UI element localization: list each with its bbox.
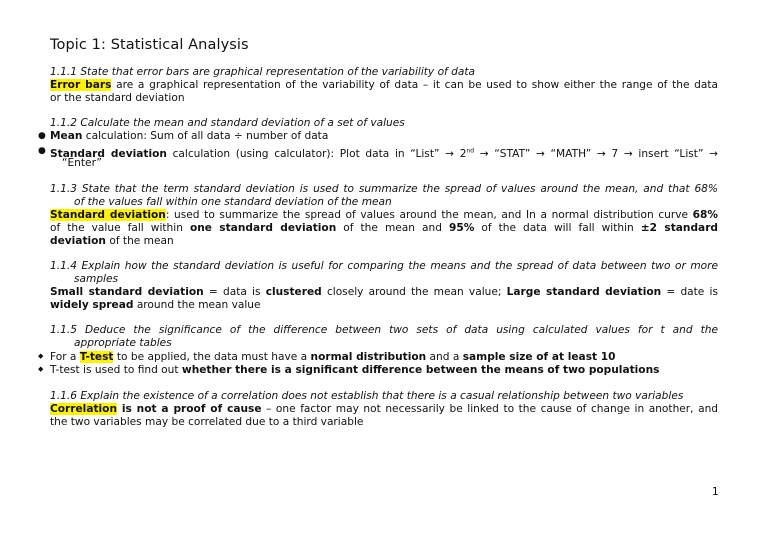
section-heading-1-1-6: 1.1.6 Explain the existence of a correlation does not establish that there is a casual relationship between two variables xyxy=(50,390,684,402)
sd-text: calculation (using calculator): Plot data in “List” → 2 xyxy=(166,147,467,160)
sd-def-text-3: of the mean xyxy=(105,235,174,247)
correlation-term: Correlation xyxy=(50,403,117,415)
normal-distribution-term: normal distribution xyxy=(310,351,427,363)
small-sd-text: = data is xyxy=(203,286,266,298)
large-sd-text: = date is xyxy=(661,286,718,298)
sd-def-two-sd: ±2 standard xyxy=(640,222,718,234)
section-heading-1-1-5: 1.1.5 Deduce the significance of the difference between two sets of data using calculated values for t and the xyxy=(50,324,718,336)
section-heading-1-1-5-cont: appropriate tables xyxy=(74,337,172,349)
correlation-line-1 xyxy=(50,403,718,416)
small-sd-term: Small standard deviation xyxy=(50,286,204,298)
mean-calculation-item xyxy=(50,130,718,143)
sd-definition-line-1 xyxy=(50,209,718,222)
sd-def-term: Standard deviation xyxy=(50,209,166,221)
large-sd-term: Large standard deviation xyxy=(506,286,662,298)
section-heading-1-1-3-cont: of the values fall within one standard deviation of the mean xyxy=(74,196,392,208)
bullet-icon: ● xyxy=(38,146,46,156)
sd-sup: nd xyxy=(466,147,475,154)
clustered-term: clustered xyxy=(265,286,322,298)
sd-def-text-2c: of the mean and xyxy=(336,222,449,234)
page-title: Topic 1: Statistical Analysis xyxy=(50,37,249,53)
t-test-text-e: and a xyxy=(426,351,463,363)
t-test-text-c: to be applied, the data must have a xyxy=(113,351,311,363)
sd-comparison-line-2 xyxy=(50,299,718,312)
bullet-icon: ◆ xyxy=(38,352,44,360)
t-test-term: T-test xyxy=(79,351,114,363)
sd-def-text: : used to summarize the spread of values around the mean, and In a normal distribution curve xyxy=(165,209,693,221)
correlation-text: – one factor may not necessarily be linked to the cause of change in another, and xyxy=(261,403,719,415)
t-test-purpose-item xyxy=(50,364,718,377)
t-test-purpose-text: T-test is used to find out xyxy=(50,364,182,376)
clustered-text: closely around the mean value; xyxy=(321,286,507,298)
sd-calculation-cont: “Enter” xyxy=(62,157,102,169)
error-bars-text: are a graphical representation of the variability of data – it can be used to show either the range of the data xyxy=(111,79,718,91)
sd-def-68: 68% xyxy=(692,209,718,221)
not-proof-of-cause: is not a proof of cause xyxy=(116,403,262,415)
error-bars-text-cont: or the standard deviation xyxy=(50,92,185,104)
mean-text: calculation: Sum of all data ÷ number of data xyxy=(82,130,329,142)
section-heading-1-1-4: 1.1.4 Explain how the standard deviation is useful for comparing the means and the spread of data between two or more xyxy=(50,260,718,272)
sd-definition-line-3 xyxy=(50,235,718,248)
section-heading-1-1-1: 1.1.1 State that error bars are graphical representation of the variability of data xyxy=(50,66,476,78)
page-number: 1 xyxy=(712,486,719,498)
correlation-line-2: the two variables may be correlated due to a third variable xyxy=(50,416,364,428)
sd-def-one-sd: one standard deviation xyxy=(189,222,337,234)
sample-size-term: sample size of at least 10 xyxy=(462,351,616,363)
bullet-icon: ◆ xyxy=(38,365,44,373)
section-heading-1-1-2: 1.1.2 Calculate the mean and standard deviation of a set of values xyxy=(50,117,405,129)
sd-def-deviation: deviation xyxy=(50,235,106,247)
sd-def-95: 95% xyxy=(449,222,475,234)
error-bars-definition xyxy=(50,79,718,92)
t-test-requirement-item xyxy=(50,351,718,364)
t-test-purpose-bold: whether there is a significant difference between the means of two populations xyxy=(181,364,660,376)
sd-term: Standard deviation xyxy=(50,147,167,160)
widely-spread-term: widely spread xyxy=(50,299,134,311)
section-heading-1-1-4-cont: samples xyxy=(74,273,119,285)
sd-text-2: → “STAT” → “MATH” → 7 → insert “List” → xyxy=(474,147,718,160)
sd-comparison-line-1 xyxy=(50,286,718,299)
widely-spread-text: around the mean value xyxy=(133,299,261,311)
section-heading-1-1-3: 1.1.3 State that the term standard deviation is used to summarize the spread of values around the mean, and that 68% xyxy=(50,183,718,195)
mean-term: Mean xyxy=(50,130,83,142)
bullet-icon: ● xyxy=(38,131,46,141)
sd-def-text-2a: of the value fall within xyxy=(50,222,190,234)
error-bars-term: Error bars xyxy=(50,79,112,91)
t-test-text-a: For a xyxy=(50,351,80,363)
sd-definition-line-2 xyxy=(50,222,718,235)
sd-def-text-2e: of the data will fall within xyxy=(474,222,641,234)
